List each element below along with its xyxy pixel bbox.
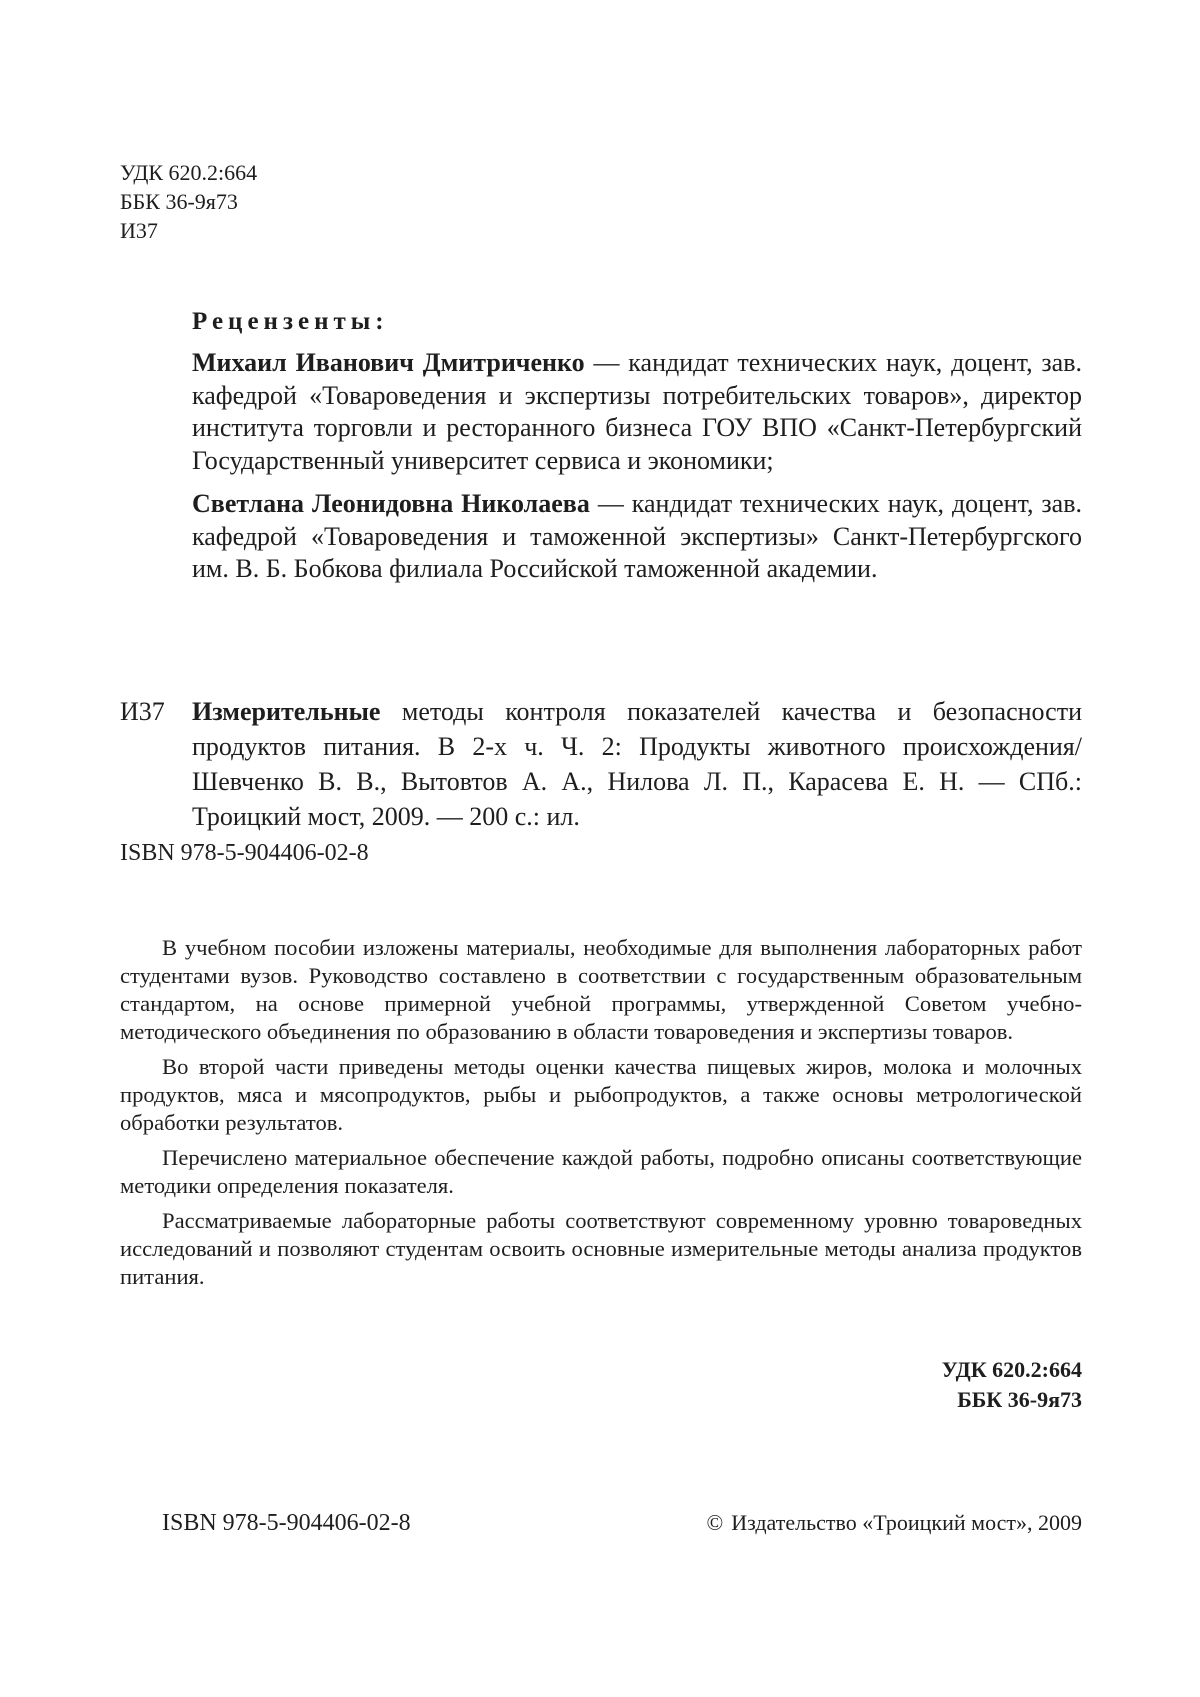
bibliographic-entry xyxy=(120,694,1082,834)
copyright-icon: © xyxy=(706,1510,724,1535)
bbk-code: ББК 36-9я73 xyxy=(120,189,238,214)
udk-code: УДК 620.2:664 xyxy=(120,160,258,185)
copyright-text: Издательство «Троицкий мост», 2009 xyxy=(731,1510,1082,1535)
annotation-paragraph: Рассматриваемые лабораторные работы соответствуют современному уровню товароведных исследований и позволяют студентам освоить основные измерительные методы анализа продуктов питания. xyxy=(120,1208,1082,1289)
udk-code: УДК 620.2:664 xyxy=(941,1357,1082,1382)
biblio-author-mark: И37 xyxy=(120,697,165,726)
classification-bottom xyxy=(942,1355,1082,1415)
biblio-title-lead: Измерительные xyxy=(192,697,381,726)
reviewers-section xyxy=(192,306,1082,597)
footer-isbn: ISBN 978-5-904406-02-8 xyxy=(162,1510,411,1536)
reviewer-description: — кандидат технических наук, доцент, зав. кафедрой «Товароведения и таможенной экспертизы» Санкт-Петербургского им. В. Б. Бобкова филиала Российской таможенной академии. xyxy=(192,489,1082,583)
reviewer-entry xyxy=(192,488,1082,586)
annotation-paragraph: Перечислено материальное обеспечение каждой работы, подробно описаны соответствующие методики определения показателя. xyxy=(120,1145,1082,1198)
copyright-line xyxy=(706,1508,1082,1538)
biblio-title-rest: методы контроля показателей качества и безопасности продуктов питания. В 2-х ч. Ч. 2: Продукты животного происхождения/Шевченко В. В., Вытовтов А. А., Нилова Л. П., Карасева Е. Н. — СПб.: Троицкий мост, 2009. — 200 с.: ил. xyxy=(192,697,1082,831)
annotation-paragraph: Во второй части приведены методы оценки качества пищевых жиров, молока и молочных продуктов, мяса и мясопродуктов, рыбы и рыбопродуктов, а также основы метрологической обработки результатов. xyxy=(120,1054,1082,1135)
isbn: ISBN 978-5-904406-02-8 xyxy=(120,840,369,866)
biblio-description xyxy=(192,694,1082,834)
bbk-code: ББК 36-9я73 xyxy=(957,1387,1082,1412)
annotation-paragraph: В учебном пособии изложены материалы, необходимые для выполнения лабораторных работ студентами вузов. Руководство составлено в соответствии с государственным образовательным стандартом, на основе примерной учебной программы, утвержденной Советом учебно-методического объединения по образованию в области товароведения и экспертизы товаров. xyxy=(120,935,1082,1044)
reviewer-entry xyxy=(192,347,1082,477)
reviewer-name: Михаил Иванович Дмитриченко xyxy=(192,348,585,377)
reviewer-description: — кандидат технических наук, доцент, зав. кафедрой «Товароведения и экспертизы потребительских товаров», директор института торговли и ресторанного бизнеса ГОУ ВПО «Санкт-Петербургский Государственный университет сервиса и экономики; xyxy=(192,348,1082,475)
author-mark: И37 xyxy=(120,218,158,243)
annotation xyxy=(120,934,1082,1298)
reviewer-name: Светлана Леонидовна Николаева xyxy=(192,489,590,518)
classification-top xyxy=(120,158,257,245)
reviewers-heading: Рецензенты: xyxy=(192,308,389,335)
